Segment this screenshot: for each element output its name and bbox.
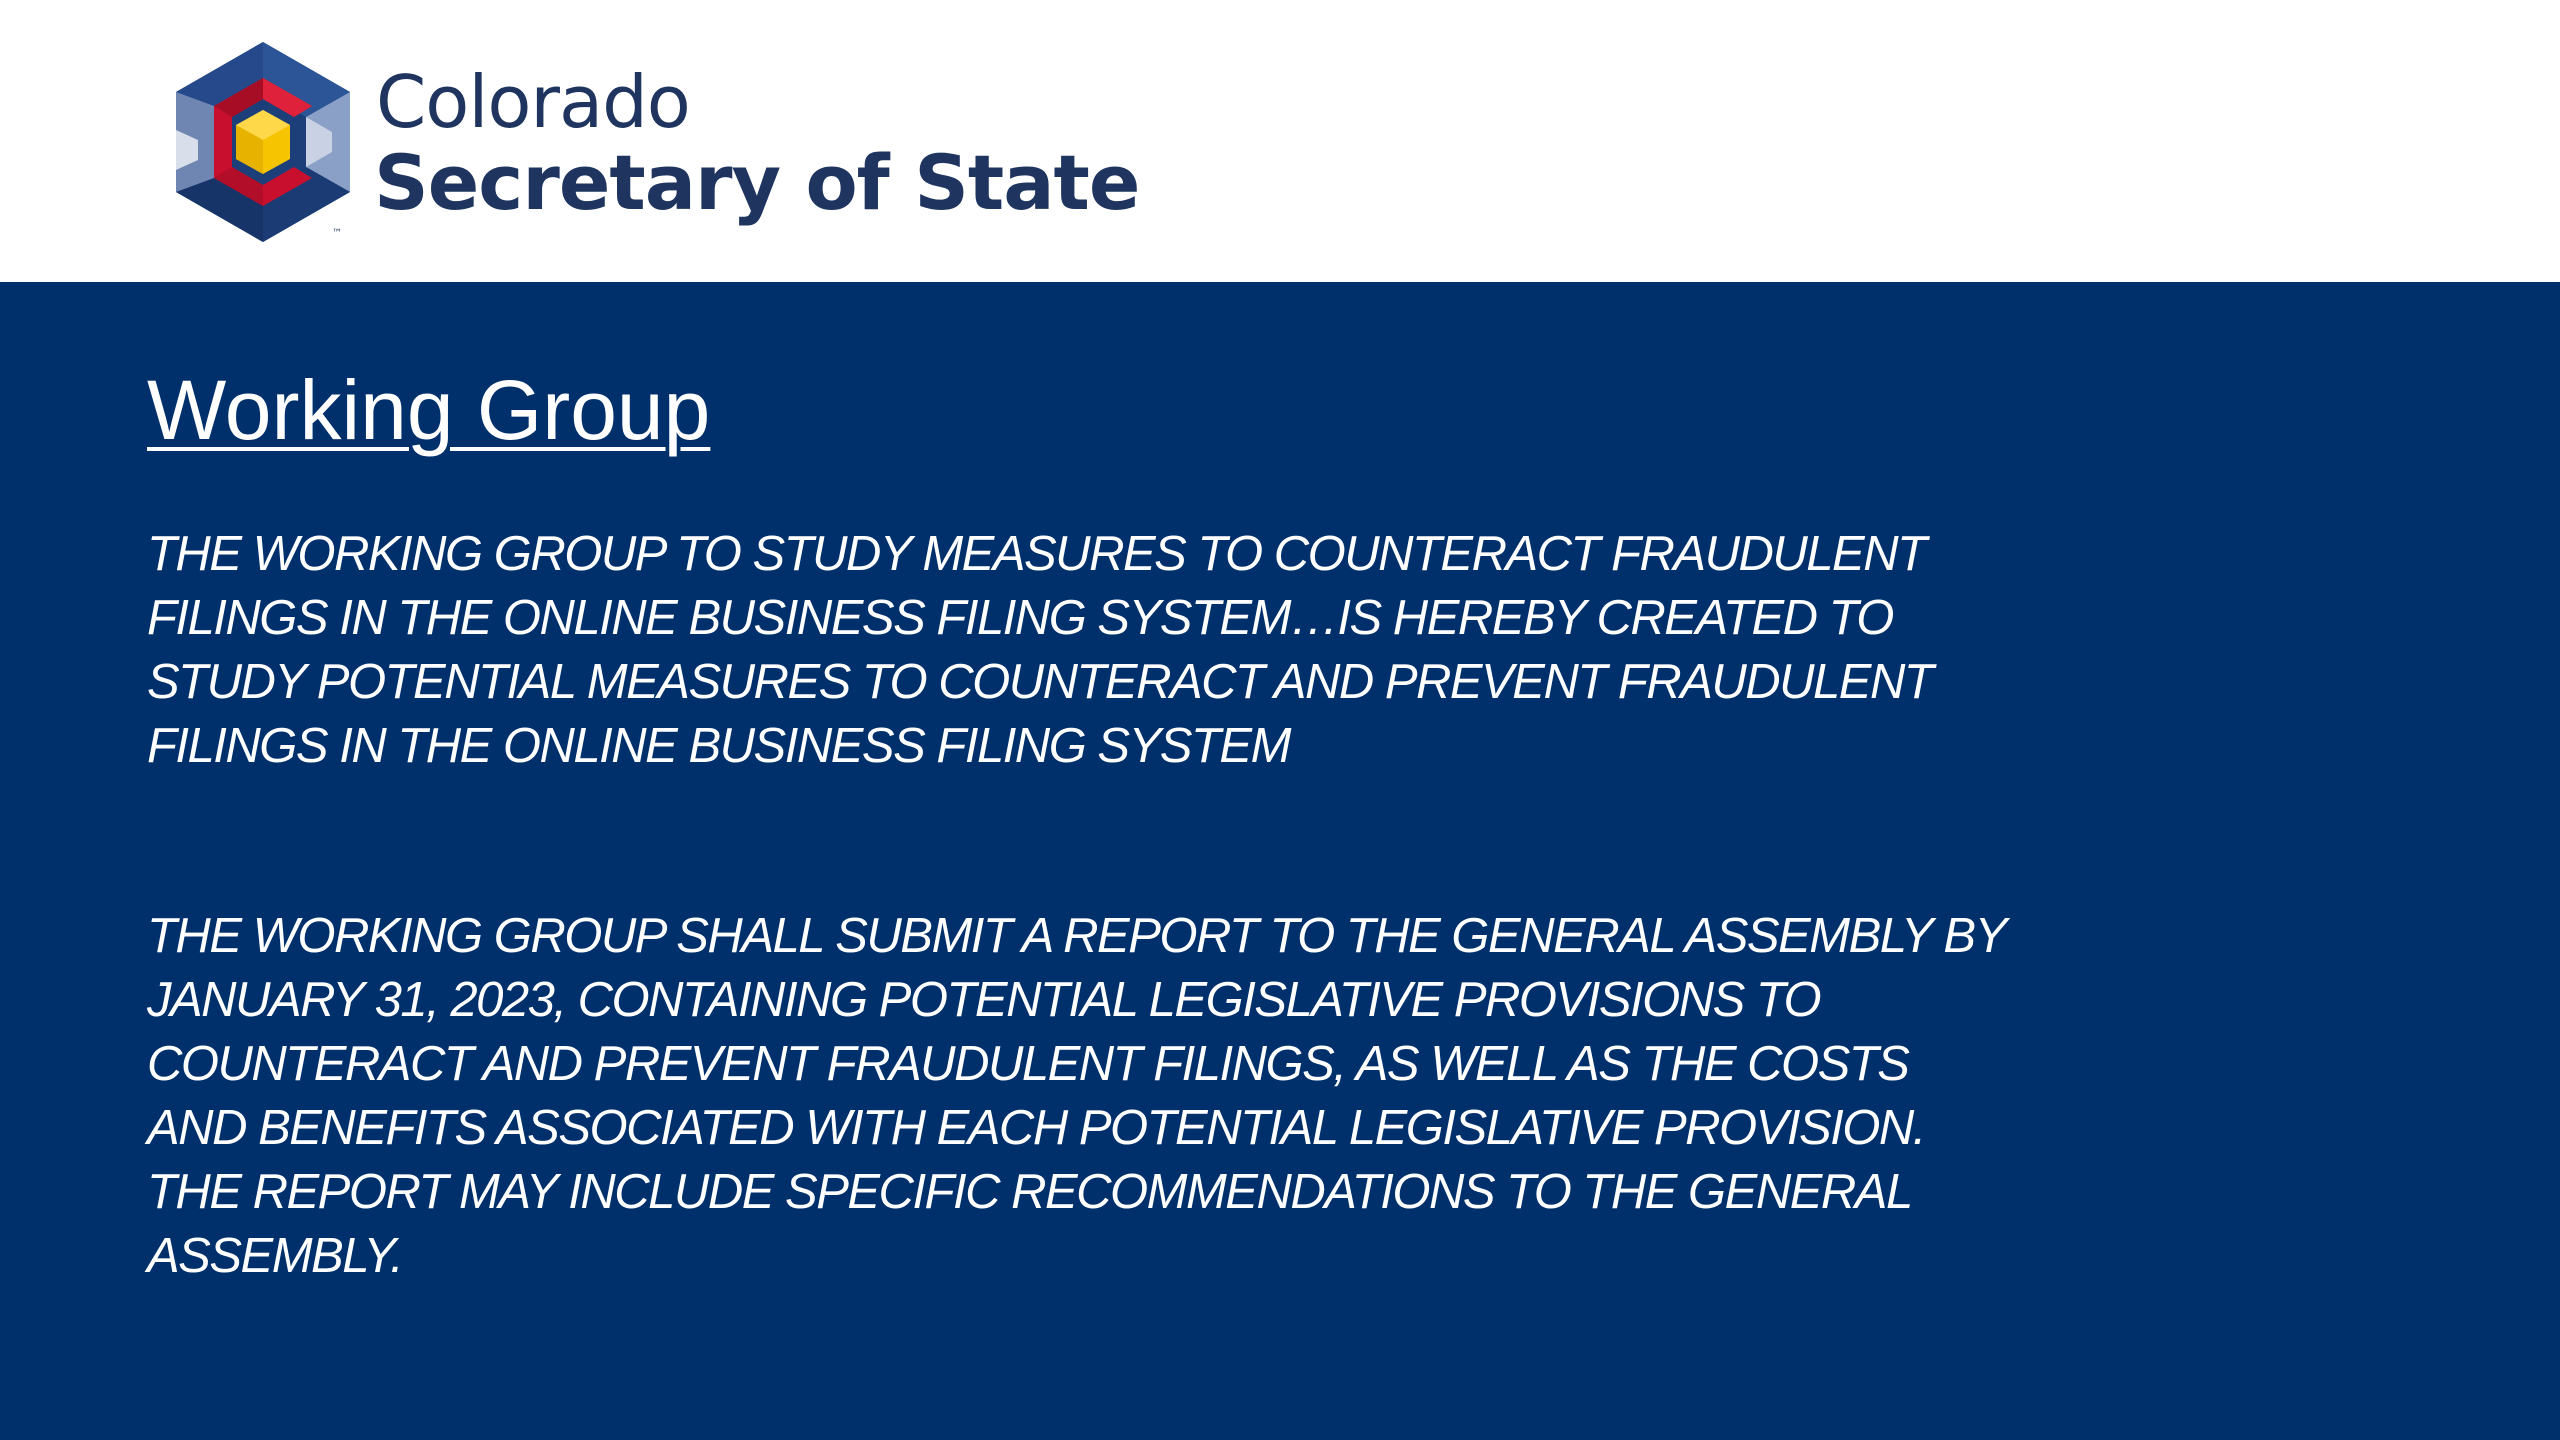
paragraph-line: FILINGS IN THE ONLINE BUSINESS FILING SYSTEM…IS HEREBY CREATED TO xyxy=(147,591,1893,645)
paragraph-line: THE WORKING GROUP SHALL SUBMIT A REPORT TO THE GENERAL ASSEMBLY BY xyxy=(147,909,2006,963)
header xyxy=(0,0,2560,282)
logo-text-colorado: Colorado xyxy=(376,60,690,144)
colorado-hexagon-logo-icon xyxy=(172,40,354,244)
paragraph-line: JANUARY 31, 2023, CONTAINING POTENTIAL LEGISLATIVE PROVISIONS TO xyxy=(147,973,1821,1027)
svg-text:™: ™ xyxy=(332,228,342,239)
paragraph-line: STUDY POTENTIAL MEASURES TO COUNTERACT AND PREVENT FRAUDULENT xyxy=(147,655,1933,709)
paragraph-line: COUNTERACT AND PREVENT FRAUDULENT FILINGS, AS WELL AS THE COSTS xyxy=(147,1037,1909,1091)
paragraph-line: FILINGS IN THE ONLINE BUSINESS FILING SYSTEM xyxy=(147,719,1290,773)
paragraph-line: THE WORKING GROUP TO STUDY MEASURES TO COUNTERACT FRAUDULENT xyxy=(147,527,1926,581)
paragraph-working-group-purpose xyxy=(147,522,1947,778)
slide-title: Working Group xyxy=(147,363,711,457)
paragraph-line: THE REPORT MAY INCLUDE SPECIFIC RECOMMENDATIONS TO THE GENERAL xyxy=(147,1165,1912,1219)
paragraph-line: ASSEMBLY. xyxy=(147,1229,403,1283)
paragraph-report-requirement xyxy=(147,904,2006,1288)
paragraph-line: AND BENEFITS ASSOCIATED WITH EACH POTENTIAL LEGISLATIVE PROVISION. xyxy=(147,1101,1925,1155)
logo-text-secretary-of-state: Secretary of State xyxy=(374,138,1140,227)
